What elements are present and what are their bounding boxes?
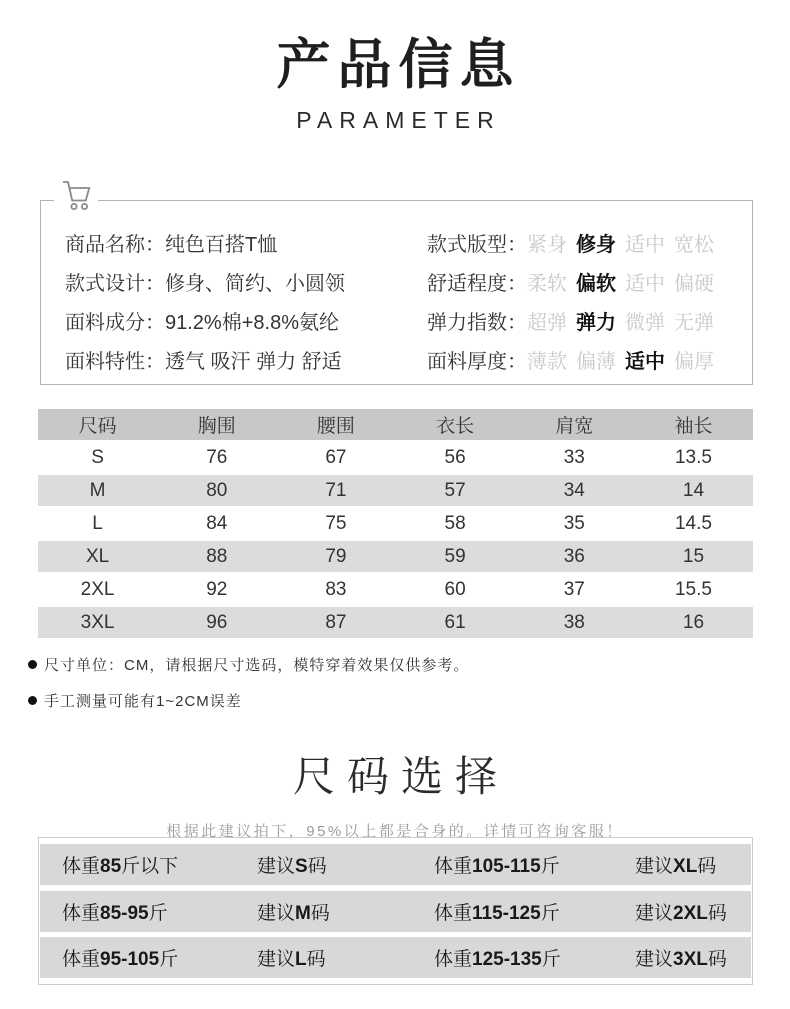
size-table-header-row bbox=[38, 409, 753, 442]
size-cell: 75 bbox=[325, 512, 347, 534]
spec-right-column bbox=[427, 223, 752, 379]
weight-range: 体重95-105斤 bbox=[62, 949, 179, 971]
size-cell: 60 bbox=[444, 578, 466, 600]
size-table-row bbox=[38, 541, 753, 574]
spec-label: 款式版型： bbox=[427, 234, 527, 256]
size-suggestion: 建议S码 bbox=[257, 855, 327, 877]
option-inactive: 薄款 bbox=[527, 351, 567, 373]
weight-range: 体重85斤以下 bbox=[62, 855, 179, 877]
size-cell: 15 bbox=[682, 545, 705, 567]
size-table-row bbox=[38, 574, 753, 607]
size-cell: 88 bbox=[206, 545, 228, 567]
size-col-header: 肩宽 bbox=[555, 416, 594, 437]
size-cell: 3XL bbox=[80, 611, 115, 633]
spec-row-fabric bbox=[65, 301, 427, 340]
size-cell: 80 bbox=[206, 479, 228, 501]
bullet-icon bbox=[28, 660, 37, 669]
spec-label: 面料成分： bbox=[65, 312, 165, 334]
size-suggestion: 建议M码 bbox=[257, 902, 330, 924]
size-cell: 83 bbox=[325, 578, 347, 600]
size-cell: 96 bbox=[206, 611, 228, 633]
size-suggestion: 建议3XL码 bbox=[635, 949, 727, 971]
spec-label: 面料厚度： bbox=[427, 351, 527, 373]
spec-value: 修身、简约、小圆领 bbox=[165, 273, 345, 295]
note-text: 手工测量可能有1~2CM误差 bbox=[44, 693, 242, 710]
size-cell: 59 bbox=[444, 545, 466, 567]
size-cell: 37 bbox=[563, 578, 585, 600]
size-cell: 36 bbox=[563, 545, 585, 567]
note-item bbox=[28, 690, 469, 711]
spec-row-elastic bbox=[427, 301, 752, 340]
size-table-row bbox=[38, 508, 753, 541]
spec-value: 纯色百搭T恤 bbox=[165, 234, 278, 256]
notes-list bbox=[28, 654, 469, 726]
spec-label: 商品名称： bbox=[65, 234, 165, 256]
weight-range: 体重85-95斤 bbox=[62, 902, 168, 924]
option-active: 偏软 bbox=[576, 273, 616, 295]
option-inactive: 宽松 bbox=[674, 234, 714, 256]
size-suggestion: 建议XL码 bbox=[635, 855, 717, 877]
size-cell: 92 bbox=[206, 578, 228, 600]
size-cell: 87 bbox=[325, 611, 347, 633]
option-inactive: 偏厚 bbox=[674, 351, 714, 373]
size-cell: 13.5 bbox=[674, 446, 712, 468]
option-inactive: 适中 bbox=[625, 234, 665, 256]
option-inactive: 紧身 bbox=[527, 234, 567, 256]
size-cell: 76 bbox=[206, 446, 228, 468]
size-cell: 15.5 bbox=[674, 578, 712, 600]
spec-row-feature bbox=[65, 340, 427, 379]
size-cell: 34 bbox=[563, 479, 585, 501]
size-col-header: 袖长 bbox=[674, 416, 713, 437]
spec-left-column bbox=[65, 223, 427, 379]
weight-range: 体重125-135斤 bbox=[434, 949, 561, 971]
spec-value: 91.2%棉+8.8%氨纶 bbox=[165, 312, 339, 334]
spec-label: 面料特性： bbox=[65, 351, 165, 373]
note-item bbox=[28, 654, 469, 675]
bullet-icon bbox=[28, 696, 37, 705]
size-cell: 57 bbox=[444, 479, 466, 501]
note-text: 尺寸单位：CM，请根据尺寸选码，模特穿着效果仅供参考。 bbox=[44, 657, 470, 674]
product-spec-box bbox=[40, 200, 753, 385]
size-cell: 35 bbox=[563, 512, 585, 534]
size-cell: 14 bbox=[682, 479, 705, 501]
size-cell: 2XL bbox=[80, 578, 115, 600]
page-subtitle: PARAMETER bbox=[296, 107, 501, 134]
size-cell: 14.5 bbox=[674, 512, 712, 534]
size-cell: 71 bbox=[325, 479, 347, 501]
size-cell: 61 bbox=[444, 611, 466, 633]
size-cell: 84 bbox=[206, 512, 228, 534]
size-cell: 33 bbox=[563, 446, 585, 468]
weight-range: 体重115-125斤 bbox=[434, 902, 560, 924]
spec-value: 透气 吸汗 弹力 舒适 bbox=[165, 351, 342, 373]
weight-table-row bbox=[40, 844, 751, 885]
spec-label: 弹力指数： bbox=[427, 312, 527, 334]
size-cell: 67 bbox=[325, 446, 347, 468]
option-inactive: 无弹 bbox=[674, 312, 714, 334]
size-table-row bbox=[38, 442, 753, 475]
size-chart-table bbox=[38, 409, 753, 640]
weight-range: 体重105-115斤 bbox=[434, 855, 560, 877]
option-active: 适中 bbox=[625, 351, 665, 373]
size-col-header: 衣长 bbox=[436, 416, 475, 437]
size-select-section bbox=[0, 744, 790, 841]
size-cell: 38 bbox=[563, 611, 585, 633]
spec-label: 舒适程度： bbox=[427, 273, 527, 295]
size-select-subtitle: 根据此建议拍下，95%以上都是合身的。详情可咨询客服！ bbox=[166, 823, 624, 840]
spec-row-thickness bbox=[427, 340, 752, 379]
spec-label: 款式设计： bbox=[65, 273, 165, 295]
option-active: 弹力 bbox=[576, 312, 616, 334]
spec-columns bbox=[41, 201, 752, 379]
spec-row-name bbox=[65, 223, 427, 262]
size-table-row bbox=[38, 607, 753, 640]
size-col-header: 尺码 bbox=[78, 416, 117, 437]
size-cell: 79 bbox=[325, 545, 347, 567]
page-header bbox=[0, 36, 790, 134]
size-cell: XL bbox=[85, 545, 110, 567]
size-suggestion: 建议2XL码 bbox=[635, 902, 727, 924]
option-inactive: 柔软 bbox=[527, 273, 567, 295]
spec-row-fit bbox=[427, 223, 752, 262]
size-table-row bbox=[38, 475, 753, 508]
option-active: 修身 bbox=[576, 234, 616, 256]
size-suggestion: 建议L码 bbox=[257, 949, 326, 971]
weight-table-row bbox=[40, 937, 751, 978]
page-title: 产品信息 bbox=[276, 35, 521, 95]
size-cell: L bbox=[92, 512, 103, 534]
size-cell: 58 bbox=[444, 512, 466, 534]
option-inactive: 适中 bbox=[625, 273, 665, 295]
option-inactive: 偏薄 bbox=[576, 351, 616, 373]
size-cell: 56 bbox=[444, 446, 466, 468]
spec-row-comfort bbox=[427, 262, 752, 301]
option-inactive: 微弹 bbox=[625, 312, 665, 334]
weight-table-row bbox=[40, 891, 751, 932]
size-cell: S bbox=[91, 446, 104, 468]
size-col-header: 腰围 bbox=[316, 416, 355, 437]
weight-recommendation-table bbox=[38, 837, 753, 985]
size-cell: 16 bbox=[682, 611, 705, 633]
size-col-header: 胸围 bbox=[197, 416, 236, 437]
size-select-title: 尺码选择 bbox=[292, 753, 509, 800]
shopping-cart-icon bbox=[54, 180, 98, 220]
option-inactive: 偏硬 bbox=[674, 273, 714, 295]
size-cell: M bbox=[89, 479, 106, 501]
spec-row-design bbox=[65, 262, 427, 301]
option-inactive: 超弹 bbox=[527, 312, 567, 334]
